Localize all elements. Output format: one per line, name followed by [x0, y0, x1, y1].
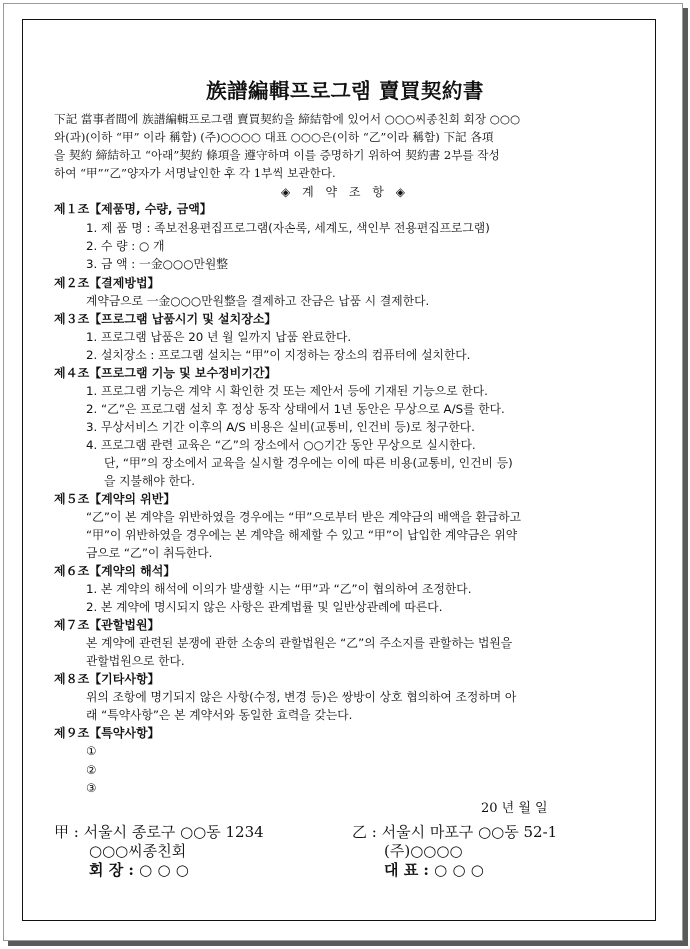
article-line: 3. 무상서비스 기간 이후의 A/S 비용은 실비(교통비, 인건비 등)로 청구한다. — [86, 420, 475, 434]
article-heading: 제５조【계약의 위반】 — [54, 492, 176, 506]
article-line: 본 계약에 관련된 분쟁에 관한 소송의 관할법원은 “乙”의 주소지를 관할하는 법원을 — [86, 636, 513, 650]
article-line: “甲”이 위반하였을 경우에는 본 계약을 해제할 수 있고 “甲”이 납입한 계약금은 위약 — [86, 528, 518, 542]
article-line: 2. 본 계약에 명시되지 않은 사항은 관계법률 및 일반상관례에 따른다. — [86, 600, 443, 614]
article-heading: 제１조【제품명, 수량, 금액】 — [54, 202, 212, 216]
article-line: 1. 제 품 명 : 족보전용편집프로그램(자손록, 세계도, 색인부 전용편집프로그램) — [86, 221, 490, 235]
article-heading: 제４조【프로그램 기능 및 보수정비기간】 — [54, 366, 277, 380]
article-line: 을 지불해야 한다. — [104, 474, 196, 488]
article-line: 1. 프로그램 기능은 계약 시 확인한 것 또는 제안서 등에 기재된 기능으로 한다. — [86, 384, 488, 398]
article-line: “乙”이 본 계약을 위반하였을 경우에는 “甲”으로부터 받은 계약금의 배액을 환급하고 — [86, 510, 522, 524]
article-heading: 제７조【관할법원】 — [54, 618, 160, 632]
article-line: 단, “甲”의 장소에서 교육을 실시할 경우에는 이에 따른 비용(교통비, 인건비 등) — [104, 456, 513, 470]
contract-date: 20 년 월 일 — [481, 801, 548, 816]
intro-line: 을 契約 締結하고 “아래”契約 條項을 遵守하며 이를 증명하기 위하여 契約書 2부를 작성 — [54, 148, 500, 162]
party-a-organization: ○○○씨종친회 — [89, 842, 187, 860]
article-line: 계약금으로 一金○○○만원整을 결제하고 잔금은 납품 시 결제한다. — [86, 294, 430, 308]
intro-line: 하여 “甲”“乙”양자가 서명날인한 후 각 1부씩 보관한다. — [54, 166, 336, 180]
article-line: 2. 수 량 : ○ 개 — [86, 239, 165, 253]
article-line: 금으로 “乙”이 취득한다. — [86, 546, 213, 560]
party-b-representative: 대 표 : ○ ○ ○ — [384, 861, 484, 879]
article-line: 관할법원으로 한다. — [86, 654, 185, 668]
article-line: 래 “특약사항”은 본 계약서와 동일한 효력을 갖는다. — [86, 708, 353, 722]
article-heading: 제８조【기타사항】 — [54, 672, 160, 686]
article-line: 위의 조항에 명기되지 않은 사항(수정, 변경 등)은 쌍방이 상호 협의하여 조정하며 아 — [86, 690, 517, 704]
article-heading: 제２조【결제방법】 — [54, 276, 160, 290]
article-heading: 제９조【특약사항】 — [54, 726, 160, 740]
special-term-item: ① — [86, 744, 97, 758]
special-term-item: ③ — [86, 781, 97, 795]
special-term-item: ② — [86, 763, 97, 777]
article-line: 2. “乙”은 프로그램 설치 후 정상 동작 상태에서 1년 동안은 무상으로 A/S를 한다. — [86, 402, 505, 416]
article-heading: 제３조【프로그램 납품시기 및 설치장소】 — [54, 312, 277, 326]
intro-line: 下記 當事者間에 族譜編輯프로그램 賣買契約을 締結함에 있어서 ○○○씨종친회 회장 ○○○ — [54, 112, 521, 126]
article-heading: 제６조【계약의 해석】 — [54, 564, 176, 578]
article-line: 2. 설치장소 : 프로그램 설치는 “甲”이 지정하는 장소의 컴퓨터에 설치한다. — [86, 348, 471, 362]
article-line: 4. 프로그램 관련 교육은 “乙”의 장소에서 ○○기간 동안 무상으로 실시한다. — [86, 438, 476, 452]
party-b-organization: (주)○○○○ — [384, 842, 463, 860]
contract-title: 族譜編輯프로그램 賣買契約書 — [206, 79, 484, 103]
section-heading: ◈ 계 약 조 항 ◈ — [281, 185, 409, 199]
party-b-address: 乙 : 서울시 마포구 ○○동 52-1 — [352, 823, 558, 841]
party-a-representative: 회 장 : ○ ○ ○ — [89, 861, 189, 879]
article-line: 1. 프로그램 납품은 20 년 월 일까지 납품 완료한다. — [86, 330, 352, 344]
article-line: 1. 본 계약의 해석에 이의가 발생할 시는 “甲”과 “乙”이 협의하여 조정한다. — [86, 582, 472, 596]
article-line: 3. 금 액 : 一金○○○만원整 — [86, 257, 229, 271]
intro-line: 와(과)(이하 “甲” 이라 稱함) (주)○○○○ 대표 ○○○은(이하 “乙”이라 稱함) 下記 各項 — [54, 130, 494, 144]
party-a-address: 甲 : 서울시 종로구 ○○동 1234 — [54, 823, 264, 841]
intro-paragraph — [54, 110, 638, 182]
